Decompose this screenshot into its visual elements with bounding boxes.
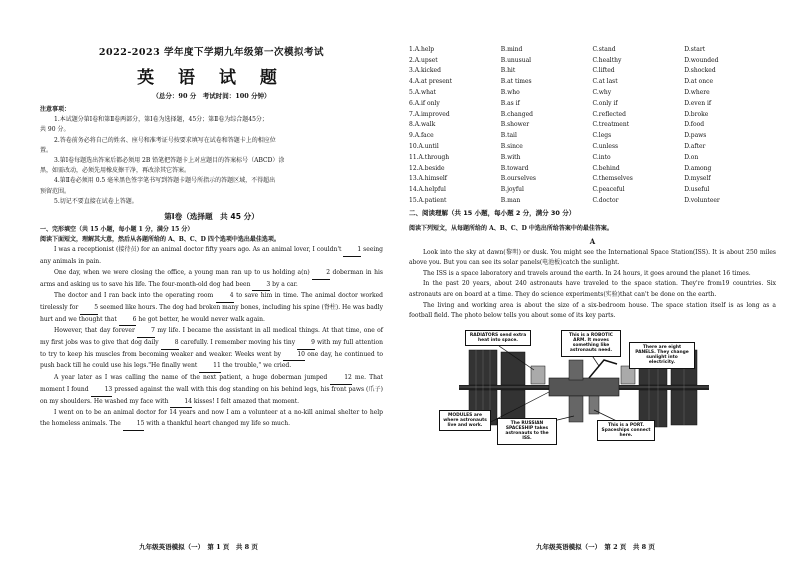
reading-paragraph: The ISS is a space laboratory and travels around the earth. In 24 hours, it goes around the planet 16 times.: [423, 269, 751, 277]
option-cell: D.where: [684, 89, 710, 97]
option-cell: C.healthy: [592, 56, 622, 64]
notice-line: 3.第Ⅰ卷每题选出答案后都必须用 2B 铅笔把答题卡上对应题目的答案标号（ABCD）涂: [54, 157, 285, 165]
spaceship-callout: The RUSSIAN SPACESHIP takes astronauts to the ISS.: [497, 418, 557, 445]
option-cell: D.at once: [684, 78, 714, 86]
blank-3: 3: [252, 280, 270, 292]
notice-line: 5.切记不要直接在试卷上答题。: [54, 197, 138, 205]
reading-paragraph: Look into the sky at dawn(黎明) or dusk. You might see the International Space Station(ISS). It is about 250 miles above you. But you can see its solar panels(电池板)catch the sunlight.: [409, 248, 776, 267]
passage-paragraph: However, that day forever 7 my life. I became the assistant in all medical things. At that time, one of my first jobs was to give that dog daily 8 carefully. I remember moving his tiny 9 with my full attention to try to keep his muscles from becoming weaker and weaker. Weeks went by 10 one day, he continued to push back till he could use his legs."He finally went 11 the trouble," we cried.: [40, 326, 383, 373]
option-cell: C.peaceful: [592, 186, 625, 194]
option-cell: B.who: [500, 89, 520, 97]
section1-instructions: 阅读下面短文，理解其大意，然后从各题所给的 A、B、C、D 四个选项中选出最佳选项。: [40, 236, 280, 244]
notice-line: 2.答卷前务必将自己的姓名、座号和准考证号按要求填写在试卷和答题卡上的相应位: [54, 136, 276, 144]
option-cell: C.into: [592, 153, 611, 161]
blank-1: 1: [343, 245, 361, 257]
option-row: [409, 163, 776, 174]
option-cell: 6.A.if only: [409, 99, 440, 107]
option-row: [409, 141, 776, 152]
blank-6: 6: [119, 315, 137, 327]
option-row: [409, 130, 776, 141]
blank-5: 5: [80, 303, 98, 315]
passage-label: A: [589, 236, 596, 246]
notice-line: 置。: [40, 146, 53, 154]
option-cell: B.joyful: [500, 186, 524, 194]
option-cell: C.lifted: [592, 67, 615, 75]
notice-line: 预留范围。: [40, 187, 71, 195]
option-row: [409, 109, 776, 120]
reading-paragraph: In the past 20 years, about 240 astronauts have traveled to the space station. They're from19 countries. Six astronauts are on board at a time. They do science experiments(实验)that can't be done on the earth.: [409, 280, 776, 299]
radiators-callout: RADIATORS send extra heat into space.: [465, 330, 531, 346]
option-cell: 2.A.upset: [409, 56, 438, 64]
notice-line: 1.本试题分第Ⅰ卷和第Ⅱ卷两部分，第Ⅰ卷为选择题，45分；第Ⅱ卷为综合题45分；: [54, 116, 268, 124]
option-cell: D.among: [684, 164, 712, 172]
blank-14: 14: [170, 397, 192, 409]
option-cell: 14.A.helpful: [409, 186, 446, 194]
option-row: [409, 152, 776, 163]
option-cell: C.stand: [592, 45, 616, 53]
option-cell: C.behind: [592, 164, 620, 172]
exam-meta: （总分：90 分 考试时间：100 分钟）: [152, 92, 271, 100]
option-cell: 5.A.what: [409, 89, 436, 97]
option-cell: 3.A.kicked: [409, 67, 441, 75]
option-row: [409, 120, 776, 131]
option-cell: B.at times: [500, 78, 532, 86]
blank-15: 15: [123, 419, 145, 431]
option-cell: 10.A.until: [409, 143, 439, 151]
option-cell: C.at last: [592, 78, 618, 86]
option-cell: B.shower: [500, 121, 530, 129]
robotic-arm-callout: This is a ROBOTIC ARM. It moves something like astronauts need.: [561, 330, 621, 357]
port-callout: This is a PORT. Spaceships connect here.: [597, 420, 655, 442]
subject-title: 英 语 试 题: [137, 68, 286, 88]
blank-13: 13: [91, 385, 113, 397]
passage-paragraph: The doctor and I ran back into the operating room 4 to save him in time. The animal doctor worked tirelessly for 5 seemed like hours. The dog had broken many bones, including his spine (脊柱). He was badly hurt and we thought that 6 he got better, he would never walk again.: [40, 291, 383, 326]
option-cell: B.mind: [500, 45, 523, 53]
option-cell: C.treatment: [592, 121, 630, 129]
blank-10: 10: [283, 350, 305, 362]
option-row: [409, 44, 776, 55]
iss-diagram: [439, 330, 739, 448]
exam-title: 2022-2023 学年度下学期九年级第一次模拟考试: [98, 47, 325, 58]
option-cell: D.useful: [684, 186, 710, 194]
option-cell: B.man: [500, 197, 521, 205]
option-cell: C.legs: [592, 132, 612, 140]
part-title: 第Ⅰ卷（选择题 共 45 分）: [164, 212, 259, 222]
option-cell: B.since: [500, 143, 523, 151]
option-cell: B.unusual: [500, 56, 532, 64]
option-cell: D.wounded: [684, 56, 719, 64]
option-cell: B.as if: [500, 99, 520, 107]
passage-paragraph: I was a receptionist (接待员) for an animal doctor fifty years ago. As an animal lover, I couldn't 1 seeing any animals in pain.: [40, 246, 383, 266]
option-cell: D.paws: [684, 132, 707, 140]
option-cell: C.only if: [592, 99, 618, 107]
passage-paragraph: A year later as I was calling the name of the next patient, a huge doberman jumped 12 me. That moment I found 13 pressed against the wall with this dog standing on his behind legs, his front paws (爪子) on my shoulders. He washed my face with 14 kisses! I felt amazed that moment.: [40, 373, 383, 408]
notice-heading: 注意事项：: [40, 106, 71, 113]
blank-4: 4: [216, 291, 234, 303]
option-cell: C.reflected: [592, 110, 626, 118]
blank-11: 11: [199, 361, 221, 373]
option-cell: D.after: [684, 143, 706, 151]
option-row: [409, 87, 776, 98]
option-cell: B.changed: [500, 110, 533, 118]
option-cell: C.themselves: [592, 175, 633, 183]
option-cell: B.toward: [500, 164, 529, 172]
option-cell: B.tail: [500, 132, 517, 140]
section1-title: 一、完形填空（共 15 小题，每小题 1 分，满分 15 分）: [40, 226, 194, 234]
option-cell: 15.A.patient: [409, 197, 447, 205]
option-row: [409, 55, 776, 66]
blank-2: 2: [312, 268, 330, 280]
option-cell: C.why: [592, 89, 612, 97]
blank-8: 8: [161, 338, 179, 350]
section2-instructions: 阅读下列短文，从每题所给的 A、B、C、D 中选出所给答案中的最佳答案。: [409, 225, 613, 233]
option-cell: D.on: [684, 153, 699, 161]
option-row: [409, 76, 776, 87]
option-row: [409, 184, 776, 195]
passage-paragraph: I went on to be an animal doctor for 14 years and now I am a volunteer at a no-kill animal shelter to help the homeless animals. The 15 with a thankful heart changed my life so much.: [40, 408, 383, 430]
option-row: [409, 98, 776, 109]
option-cell: B.with: [500, 153, 521, 161]
notice-line: 黑，如需改动，必须先用橡皮擦干净，再改涂其它答案。: [40, 167, 191, 175]
panels-callout: There are eight PANELS. They change sunlight into electricity.: [629, 342, 695, 369]
option-cell: D.start: [684, 45, 706, 53]
option-cell: D.even if: [684, 99, 712, 107]
option-cell: D.volunteer: [684, 197, 720, 205]
cloze-options-table: [409, 44, 776, 206]
cloze-passage: [40, 245, 383, 430]
blank-9: 9: [297, 338, 315, 350]
notice-line: 共 90 分。: [40, 126, 70, 134]
option-cell: 13.A.himself: [409, 175, 448, 183]
option-cell: B.ourselves: [500, 175, 536, 183]
blank-12: 12: [330, 373, 352, 385]
option-row: [409, 66, 776, 77]
reading-paragraph: The living and working area is about the size of a six-bedroom house. The space station itself is as long as a football field. The photo below tells you about some of its key parts.: [409, 301, 776, 320]
option-cell: 11.A.through: [409, 153, 450, 161]
exam-page-2: [397, 0, 794, 561]
option-cell: 4.A.at present: [409, 78, 453, 86]
option-cell: C.unless: [592, 143, 619, 151]
option-cell: D.food: [684, 121, 705, 129]
option-cell: 8.A.walk: [409, 121, 436, 129]
modules-callout: MODULES are where astronauts live and work.: [439, 410, 491, 432]
option-cell: 12.A.beside: [409, 164, 445, 172]
notice-line: 4.第Ⅱ卷必须用 0.5 毫米黑色签字笔书写到答题卡题号所指示的答题区域，不得超出: [54, 177, 276, 185]
option-cell: 7.A.improved: [409, 110, 450, 118]
passage-paragraph: One day, when we were closing the office, a young man ran up to us holding a(n) 2 doberman in his arms and asking us to save his life. The four-month-old dog had been 3 by a car.: [40, 268, 383, 291]
option-cell: D.shocked: [684, 67, 716, 75]
section2-title: 二、阅读理解（共 15 小题，每小题 2 分，满分 30 分）: [409, 208, 576, 217]
page-footer: 九年级英语模拟（一） 第 1 页 共 8 页: [139, 543, 258, 551]
option-cell: C.doctor: [592, 197, 619, 205]
blank-7: 7: [137, 326, 155, 338]
page-footer: 九年级英语模拟（一） 第 2 页 共 8 页: [536, 543, 655, 551]
option-cell: B.hit: [500, 67, 516, 75]
option-cell: 9.A.face: [409, 132, 434, 140]
option-cell: D.broke: [684, 110, 709, 118]
option-cell: 1.A.help: [409, 45, 435, 53]
option-row: [409, 174, 776, 185]
option-row: [409, 195, 776, 206]
option-cell: D.myself: [684, 175, 711, 183]
